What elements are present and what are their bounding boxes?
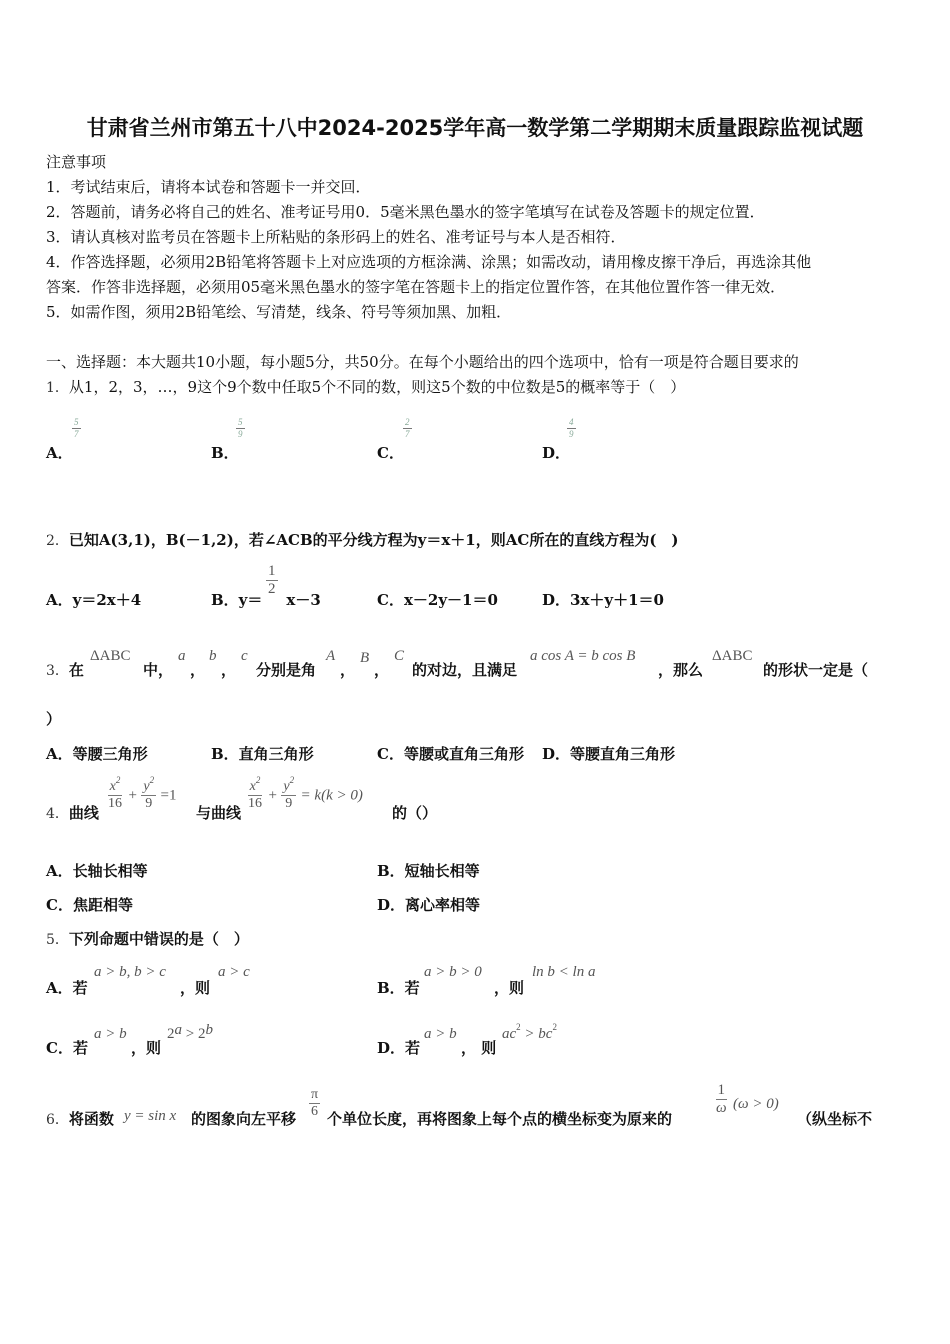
notice-item: 2．答题前，请务必将自己的姓名、准考证号用0．5毫米黑色墨水的签字笔填写在试卷及答题卡的规定位置． <box>46 203 765 221</box>
q6-condition: (ω > 0) <box>733 1096 779 1112</box>
page-title: 甘肃省兰州市第五十八中2024-2025学年高一数学第二学期期末质量跟踪监视试题 <box>86 116 864 140</box>
q1-option-c[interactable]: C． <box>377 444 404 462</box>
q5-c-result: $2^a > 2^b$ <box>167 1022 213 1042</box>
q6-fraction-omega: $\frac{1}{\omega}$ <box>716 1082 727 1116</box>
q5-d-result: $ac^2 > bc^2$ <box>502 1022 557 1042</box>
q2-option-c[interactable]: C．x－2y－1＝0 <box>377 591 498 609</box>
q3-a: a <box>178 648 186 664</box>
question-5: 5．下列命题中错误的是（ ） <box>46 930 249 948</box>
q3-A: A <box>326 648 336 664</box>
q4-option-c[interactable]: C．焦距相等 <box>46 896 133 914</box>
q3-option-d[interactable]: D．等腰直角三角形 <box>542 745 676 763</box>
q4-text: 的（） <box>392 804 438 822</box>
notice-item: 5．如需作图，须用2B铅笔绘、写清楚，线条、符号等须加黑、加粗． <box>46 303 512 321</box>
q5-a-result: a > c <box>218 964 250 980</box>
q3-triangle: ΔABC <box>90 648 131 664</box>
q5-option-a[interactable]: A．若 <box>46 979 88 997</box>
q4-option-a[interactable]: A．长轴长相等 <box>46 862 148 880</box>
q1-option-a[interactable]: A． <box>46 444 73 462</box>
q3-b: b <box>209 648 217 664</box>
q3-text: 分别是角 <box>256 661 317 679</box>
q6-text: 的图象向左平移 <box>191 1110 297 1128</box>
q4-option-d[interactable]: D．离心率相等 <box>377 896 481 914</box>
q3-option-a[interactable]: A．等腰三角形 <box>46 745 148 763</box>
notice-item: 3．请认真核对监考员在答题卡上所粘贴的条形码上的姓名、准考证号与本人是否相符． <box>46 228 626 246</box>
q5-d-then: ， 则 <box>461 1039 497 1057</box>
q4-option-b[interactable]: B．短轴长相等 <box>377 862 480 880</box>
notice-item: 4．作答选择题，必须用2B铅笔将答题卡上对应选项的方框涂满、涂黑；如需改动，请用橡皮擦干净后，再选涂其他 <box>46 253 812 271</box>
q2-option-b-fraction: $\frac{1}{2}$ <box>268 563 276 597</box>
q3-comma: ， <box>221 661 237 679</box>
q4-curve-1: $\frac{x^2}{16}$ + $\frac{y^2}{9}$ =1 <box>108 775 177 811</box>
q3-text: ，那么 <box>658 661 704 679</box>
q4-text: 与曲线 <box>196 804 242 822</box>
q5-a-condition: a > b, b > c <box>94 964 166 980</box>
q6-text: 个单位长度，再将图象上每个点的横坐标变为原来的 <box>327 1110 673 1128</box>
notice-item: 1．考试结束后，请将本试卷和答题卡一并交回． <box>46 178 371 196</box>
q3-B: B <box>360 650 370 666</box>
q5-c-then: ，则 <box>131 1039 162 1057</box>
notice-heading: 注意事项 <box>46 153 107 171</box>
question-6-num: 6．将函数 <box>46 1110 114 1128</box>
q1-option-d[interactable]: D． <box>542 444 571 462</box>
q2-option-a[interactable]: A．y＝2x＋4 <box>46 591 142 609</box>
q3-condition: a cos A = b cos B <box>530 648 636 664</box>
q3-option-b[interactable]: B．直角三角形 <box>211 745 314 763</box>
q5-b-then: ，则 <box>494 979 525 997</box>
q6-text: （纵坐标不 <box>797 1110 873 1128</box>
q5-b-result: ln b < ln a <box>532 964 596 980</box>
q3-close: ） <box>46 710 62 728</box>
q5-option-b[interactable]: B．若 <box>377 979 420 997</box>
q3-comma: ， <box>374 661 390 679</box>
section-heading: 一、选择题：本大题共10小题，每小题5分，共50分。在每个小题给出的四个选项中，恰有一项是符合题目要求的 <box>46 353 799 371</box>
q3-c: c <box>241 648 248 664</box>
q5-b-condition: a > b > 0 <box>424 964 482 980</box>
q1-option-b-fraction: $\frac{5}{9}$ <box>238 417 243 439</box>
q5-option-d[interactable]: D．若 <box>377 1039 421 1057</box>
q5-option-c[interactable]: C．若 <box>46 1039 88 1057</box>
q5-c-condition: a > b <box>94 1026 127 1042</box>
question-2: 2．已知A(3,1)，B(－1,2)，若∠ACB的平分线方程为y＝x＋1，则AC所在的直线方程为( ) <box>46 531 679 549</box>
q3-comma: ， <box>340 661 356 679</box>
q4-curve-2: $\frac{x^2}{16}$ + $\frac{y^2}{9}$ = k(k > 0) <box>248 775 363 811</box>
q3-C: C <box>394 648 405 664</box>
q3-text: 的形状一定是（ <box>763 661 869 679</box>
q2-option-b[interactable]: B．y＝ x－3 <box>211 591 321 609</box>
q5-a-then: ，则 <box>180 979 211 997</box>
notice-item: 答案．作答非选择题，必须用05毫米黑色墨水的签字笔在答题卡上的指定位置作答，在其他位置作答一律无效． <box>46 278 786 296</box>
q3-text: 的对边，且满足 <box>412 661 518 679</box>
q3-triangle: ΔABC <box>712 648 753 664</box>
q1-option-b[interactable]: B． <box>211 444 239 462</box>
q6-function: y = sin x <box>124 1108 177 1124</box>
q3-comma: ， <box>190 661 206 679</box>
q6-fraction-pi-6: $\frac{\pi}{6}$ <box>311 1087 319 1119</box>
q1-option-c-fraction: $\frac{2}{7}$ <box>405 417 410 439</box>
question-4-num: 4．曲线 <box>46 804 99 822</box>
question-3-num: 3．在 <box>46 661 84 679</box>
q3-option-c[interactable]: C．等腰或直角三角形 <box>377 745 524 763</box>
q1-option-d-fraction: $\frac{4}{9}$ <box>569 417 574 439</box>
question-1: 1．从1，2，3，…，9这个9个数中任取5个不同的数，则这5个数的中位数是5的概率等于（ ） <box>46 378 686 396</box>
q1-option-a-fraction: $\frac{5}{7}$ <box>74 417 79 439</box>
q2-option-d[interactable]: D．3x＋y＋1＝0 <box>542 591 664 609</box>
q5-d-condition: a > b <box>424 1026 457 1042</box>
q3-text: 中， <box>143 661 174 679</box>
